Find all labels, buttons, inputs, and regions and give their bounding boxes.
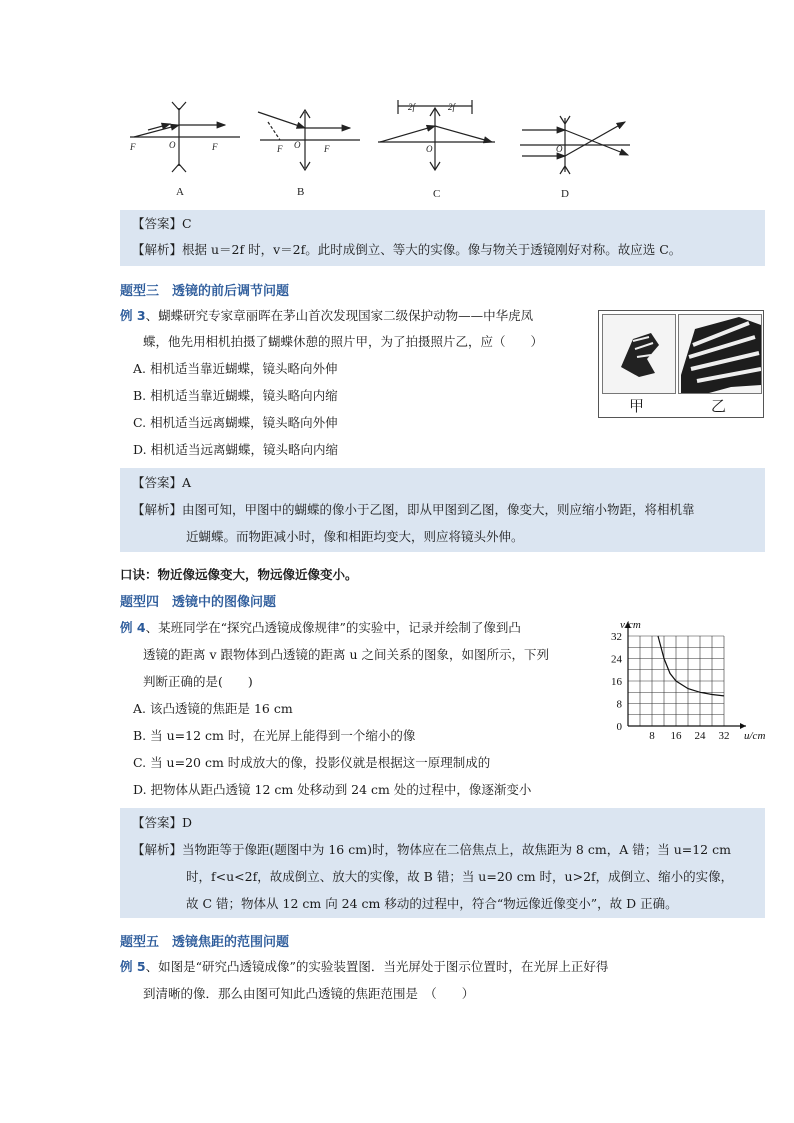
butterfly-small-icon <box>603 315 675 393</box>
example3-answer: 【答案】A <box>132 475 192 490</box>
example3-analysis-line1: 【解析】由图可知，甲图中的蝴蝶的像小于乙图，即从甲图到乙图，像变大，则应缩小物距，将相机靠 <box>132 502 695 517</box>
v-u-chart <box>598 614 766 746</box>
example4-option-c: C. 当 u=20 cm 时成放大的像，投影仪就是根据这一原理制成的 <box>133 755 491 770</box>
example5-stem-text1: 、如图是“研究凸透镜成像”的实验装置图．当光屏处于图示位置时，在光屏上正好得 <box>145 959 609 974</box>
example5-stem-line1 <box>120 958 608 976</box>
photo-label-jia: 甲 <box>629 397 645 415</box>
example3-answer-box <box>120 468 765 552</box>
photo-label-yi: 乙 <box>711 397 727 415</box>
diagram-a-f-right: F <box>212 142 218 152</box>
photo-yi-frame <box>678 314 762 394</box>
example4-option-a: A. 该凸透镜的焦距是 16 cm <box>133 701 293 716</box>
diagram-d <box>520 116 630 174</box>
origin-label: 0 <box>616 721 622 733</box>
example4-analysis-line2: 时，f<u<2f，故成倒立、放大的实像，故 B 错；当 u=20 cm 时，u>2f，成倒立、缩小的实像， <box>186 869 734 884</box>
x-tick-label: 24 <box>694 730 706 742</box>
example4-option-d: D. 把物体从距凸透镜 12 cm 处移动到 24 cm 处的过程中，像逐渐变小 <box>133 782 532 797</box>
x-tick-label: 8 <box>649 730 655 742</box>
example4-stem-line2: 透镜的距离 v 跟物体到凸透镜的距离 u 之间关系的图象，如图所示，下列 <box>143 647 550 662</box>
example3-label: 例 3 <box>120 308 146 323</box>
diagram-c-center: O <box>426 144 433 154</box>
x-axis-label: u/cm <box>744 730 766 742</box>
example3-option-a: A. 相机适当靠近蝴蝶，镜头略向外伸 <box>133 361 338 376</box>
x-axis-arrow <box>740 723 746 729</box>
example3-stem-line2: 蝶，他先用相机拍摄了蝴蝶休憩的照片甲，为了拍摄照片乙，应（ ） <box>143 334 544 349</box>
example4-analysis-line1: 【解析】当物距等于像距(题图中为 16 cm)时，物体应在二倍焦点上，故焦距为 8 cm，A 错；当 u=12 cm <box>132 842 731 857</box>
example3-option-b: B. 相机适当靠近蝴蝶，镜头略向内缩 <box>133 388 338 403</box>
example3-option-c: C. 相机适当远离蝴蝶，镜头略向外伸 <box>133 415 338 430</box>
x-tick-label: 32 <box>718 730 730 742</box>
diagram-b-f-right: F <box>324 144 330 154</box>
photo-jia-frame <box>602 314 676 394</box>
example3-analysis-line2: 近蝴蝶。而物距减小时，像和相距均变大，则应将镜头外伸。 <box>186 529 524 544</box>
prev-analysis: 【解析】根据 u＝2f 时，v＝2f。此时成倒立、等大的实像。像与物关于透镜刚好对称。故应选 C。 <box>132 242 682 257</box>
diagram-d-center: O <box>556 144 563 154</box>
diagram-a-center: O <box>169 140 176 150</box>
example3-mnemonic: 口诀：物近像远像变大，物远像近像变小。 <box>120 567 358 582</box>
diagram-d-label: D <box>561 188 569 200</box>
v-u-curve <box>658 636 724 696</box>
diagram-c-2f-right: 2f <box>448 102 456 112</box>
diagram-a-f-left: F <box>130 142 136 152</box>
example4-stem-line1 <box>120 619 521 637</box>
prev-answer: 【答案】C <box>132 216 192 231</box>
example4-label: 例 4 <box>120 620 146 635</box>
lens-ray-diagrams <box>120 100 640 200</box>
diagram-c-label: C <box>433 188 441 200</box>
example5-stem-line2: 到清晰的像．那么由图可知此凸透镜的焦距范围是 （ ） <box>143 986 475 1001</box>
example4-answer: 【答案】D <box>132 815 193 830</box>
diagram-b <box>258 110 360 170</box>
example4-analysis-line3: 故 C 错；物体从 12 cm 向 24 cm 移动的过程中，符合“物远像近像变小”，故 D 正确。 <box>186 896 678 911</box>
prev-answer-box <box>120 210 765 266</box>
x-tick-label: 16 <box>670 730 682 742</box>
butterfly-large-icon <box>679 315 761 393</box>
section3-title: 题型三 透镜的前后调节问题 <box>120 284 290 299</box>
diagram-a <box>130 102 240 172</box>
butterfly-photos <box>598 310 764 418</box>
diagram-b-label: B <box>297 186 305 198</box>
example4-answer-box <box>120 808 765 918</box>
example4-stem-text1: 、某班同学在“探究凸透镜成像规律”的实验中，记录并绘制了像到凸 <box>145 620 521 635</box>
example3-stem-line1 <box>120 307 533 325</box>
example3-option-d: D. 相机适当远离蝴蝶，镜头略向内缩 <box>133 442 339 457</box>
y-tick-label: 24 <box>611 653 622 666</box>
example3-stem-text1: 、蝴蝶研究专家章丽晖在茅山首次发现国家二级保护动物——中华虎凤 <box>145 308 534 323</box>
section4-title: 题型四 透镜中的图像问题 <box>120 595 277 610</box>
diagram-a-label: A <box>176 186 184 198</box>
section5-title: 题型五 透镜焦距的范围问题 <box>120 935 290 950</box>
y-tick-label: 16 <box>611 676 622 688</box>
diagram-c <box>378 100 495 170</box>
example4-option-b: B. 当 u=12 cm 时，在光屏上能得到一个缩小的像 <box>133 728 416 743</box>
y-tick-label: 8 <box>616 698 622 711</box>
y-tick-label: 32 <box>611 631 622 643</box>
diagram-c-2f-left: 2f <box>408 102 416 112</box>
diagram-b-f-left: F <box>277 144 283 154</box>
example4-stem-line3: 判断正确的是( ) <box>143 674 253 689</box>
y-axis-label: v/cm <box>620 619 641 631</box>
diagram-b-center: O <box>294 140 301 150</box>
example5-label: 例 5 <box>120 959 146 974</box>
